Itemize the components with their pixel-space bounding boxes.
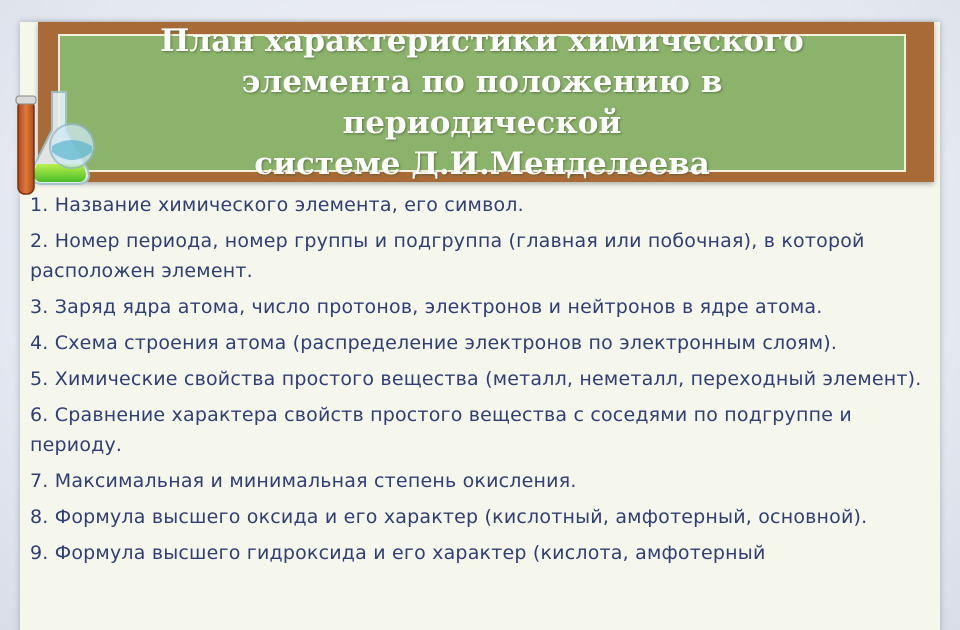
list-item: 8. Формула высшего оксида и его характер (кислотный, амфотерный, основной). bbox=[30, 506, 868, 528]
list-item: 2. Номер периода, номер группы и подгруппа (главная или побочная), в которой расположен элемент. bbox=[30, 230, 865, 282]
list-item: 3. Заряд ядра атома, число протонов, электронов и нейтронов в ядре атома. bbox=[30, 296, 823, 318]
title-line: План характеристики химического bbox=[160, 23, 804, 59]
plan-list bbox=[30, 190, 930, 574]
title-line: элемента по положению в периодической bbox=[241, 64, 723, 141]
list-item: 5. Химические свойства простого вещества (металл, неметалл, переходный элемент). bbox=[30, 368, 922, 390]
list-item: 4. Схема строения атома (распределение электронов по электронным слоям). bbox=[30, 332, 838, 354]
list-item: 1. Название химического элемента, его символ. bbox=[30, 194, 524, 216]
list-item: 7. Максимальная и минимальная степень окисления. bbox=[30, 470, 577, 492]
list-item: 6. Сравнение характера свойств простого вещества с соседями по подгруппе и периоду. bbox=[30, 404, 852, 456]
title-banner bbox=[58, 23, 906, 182]
lab-glassware-icon bbox=[12, 86, 96, 196]
list-item: 9. Формула высшего гидроксида и его характер (кислота, амфотерный bbox=[30, 542, 766, 564]
slide-title bbox=[102, 21, 862, 185]
title-line: системе Д.И.Менделеева bbox=[254, 146, 710, 182]
